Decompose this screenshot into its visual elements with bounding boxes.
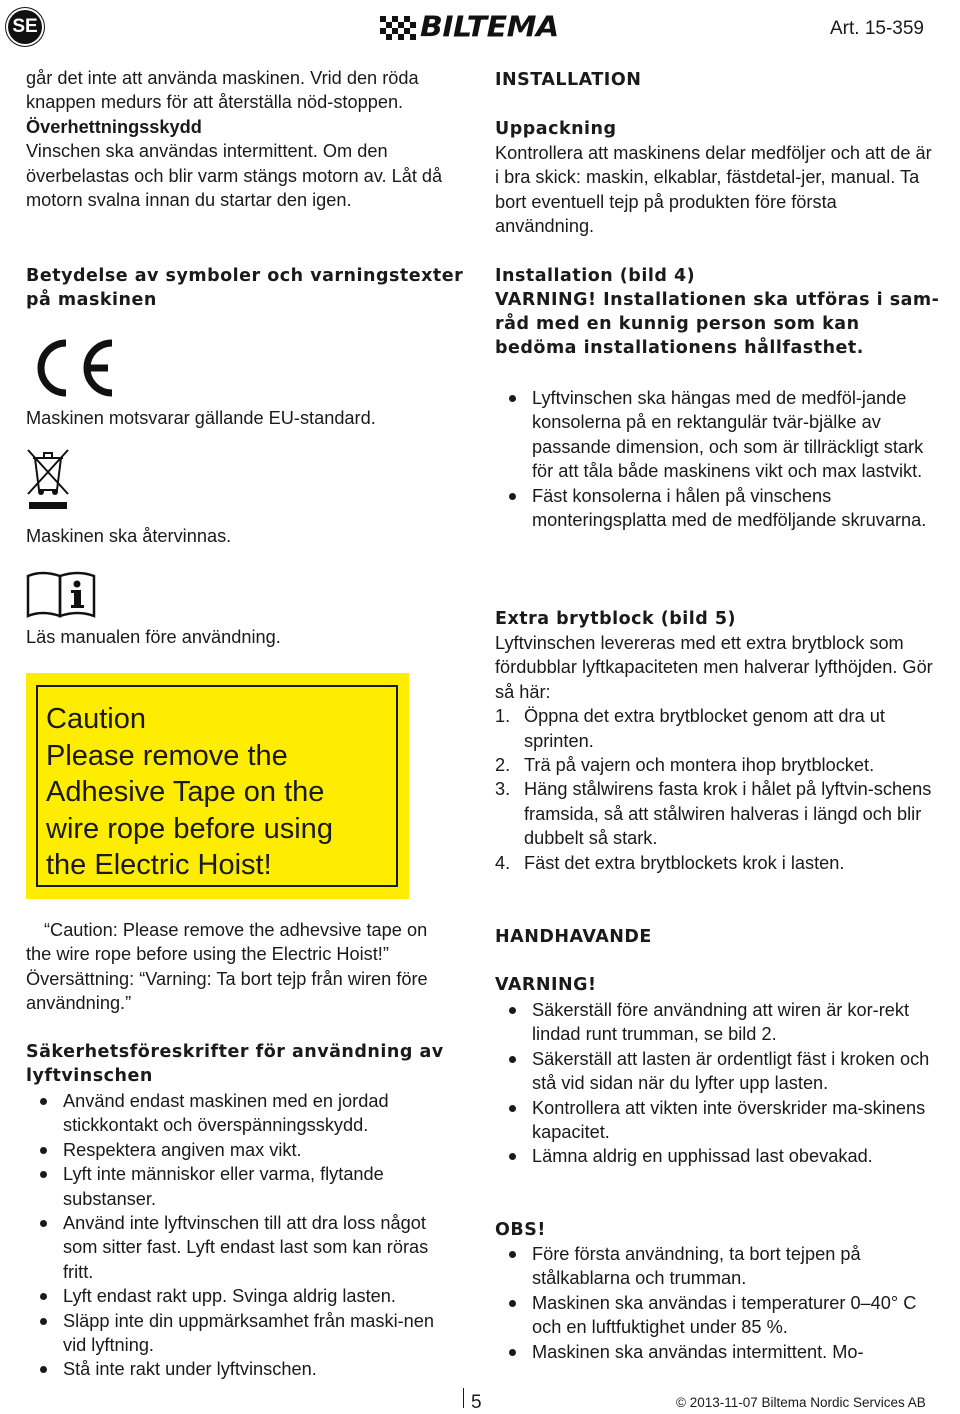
list-item: Stå inte rakt under lyftvinschen. [26, 1357, 456, 1381]
step-item: 1. Öppna det extra brytblocket genom att dra ut sprinten. [495, 706, 885, 751]
page-number: 5 [471, 1392, 482, 1413]
list-item: Släpp inte din uppmärksamhet från maski-nen vid lyftning. [26, 1309, 456, 1358]
left-column-top [26, 66, 454, 212]
crossed-bin-icon [26, 448, 70, 519]
extra-block-section [495, 607, 940, 875]
safety-heading: Säkerhetsföreskrifter för användning av lyftvinschen [26, 1042, 444, 1086]
footer-divider [463, 1388, 464, 1408]
manual-caption: Läs manualen före användning. [26, 627, 281, 647]
step-item: 2. Trä på vajern och montera ihop brytblocket. [495, 755, 875, 776]
step-item: 3. Häng stålwirens fasta krok i hålet på lyftvin-schens framsida, så att stålwiren halveras i längd och blir dubbelt så stark. [495, 779, 932, 849]
extra-heading: Extra brytblock (bild 5) [495, 609, 737, 629]
install-section [495, 264, 940, 360]
ce-mark-icon [26, 337, 118, 404]
list-item: Använd inte lyftvinschen till att dra loss något som sitter fast. Lyft endast last som kan röras fritt. [26, 1211, 456, 1284]
language-badge: SE [6, 8, 44, 46]
list-item: Före första användning, ta bort tejpen på stålkablarna och trumman. [495, 1242, 940, 1291]
operation-heading: HANDHAVANDE [495, 927, 652, 947]
article-number: Art. 15-359 [830, 18, 924, 39]
safety-list [26, 1089, 456, 1382]
list-item: Använd endast maskinen med en jordad stickkontakt och överspänningsskydd. [26, 1089, 456, 1138]
extra-text: Lyftvinschen levereras med ett extra brytblock som fördubblar lyftkapaciteten men halverar lyfthöjden. Gör så här: [495, 633, 933, 702]
list-item: Fäst konsolerna i hålen på vinschens monteringsplatta med de medföljande skruvarna. [495, 484, 940, 533]
extra-steps [495, 704, 940, 875]
warning-label: VARNING! [495, 975, 597, 995]
brand-wordmark: BILTEMA [420, 10, 559, 45]
unpack-section [495, 117, 940, 239]
list-item: Säkerställ före användning att wiren är kor-rekt lindad runt trumman, se bild 2. [495, 998, 940, 1047]
unpack-text: Kontrollera att maskinens delar medföljer och att de är i bra skick: maskin, elkablar, fästdetal-jer, manual. Ta bort eventuell tejp på produkten före första användning. [495, 143, 932, 237]
list-item: Lyftvinschen ska hängas med de medföl-jande konsolerna på en rektangulär tvär-bjälke av passande dimension, och som är tillräckligt stark för att tåla både maskinens vikt och max lastvikt. [495, 386, 940, 484]
caution-label-text [46, 701, 396, 884]
unpack-heading: Uppackning [495, 119, 617, 139]
obs-list [495, 1242, 940, 1364]
warning-list [495, 998, 940, 1169]
install-warning: VARNING! Installationen ska utföras i sam-råd med en kunnig person som kan bedöma installationens hållfasthet. [495, 290, 940, 358]
install-list [495, 386, 940, 532]
manual-info-icon [24, 566, 98, 625]
list-item: Kontrollera att vikten inte överskrider ma-skinens kapacitet. [495, 1096, 940, 1145]
overheat-heading: Överhettningsskydd [26, 116, 202, 137]
list-item: Säkerställ att lasten är ordentligt fäst i kroken och stå vid sidan när du lyfter upp lasten. [495, 1047, 940, 1096]
list-item: Lämna aldrig en upphissad last obevakad. [495, 1144, 940, 1168]
list-item: Maskinen ska användas intermittent. Mo- [495, 1340, 940, 1364]
list-item: Maskinen ska användas i temperaturer 0–40° C och en luftfuktighet under 85 %. [495, 1291, 940, 1340]
obs-label: OBS! [495, 1220, 546, 1240]
install-heading: Installation (bild 4) [495, 266, 696, 286]
caution-message: Please remove the Adhesive Tape on the wire rope before using the Electric Hoist! [46, 739, 333, 881]
installation-heading: INSTALLATION [495, 70, 642, 90]
list-item: Lyft inte människor eller varma, flytande substanser. [26, 1162, 456, 1211]
list-item: Lyft endast rakt upp. Svinga aldrig lasten. [26, 1284, 456, 1308]
recycle-caption: Maskinen ska återvinnas. [26, 526, 232, 546]
biltema-logo [380, 10, 580, 45]
caution-translation: “Caution: Please remove the adhevsive tape on the wire rope before using the Electric Hoist!” Översättning: “Varning: Ta bort tejp från wiren före användning.” [26, 920, 428, 1014]
symbols-heading: Betydelse av symboler och varningstexter på maskinen [26, 266, 464, 310]
caution-label [26, 673, 409, 899]
caution-title: Caution [46, 703, 146, 735]
overheat-text: Vinschen ska användas intermittent. Om den överbelastas och blir varm stängs motorn av. Låt då motorn svalna innan du startar den igen. [26, 141, 443, 211]
ce-caption: Maskinen motsvarar gällande EU-standard. [26, 408, 376, 428]
step-item: 4. Fäst det extra brytblockets krok i lasten. [495, 852, 845, 873]
copyright: © 2013-11-07 Biltema Nordic Services AB [676, 1395, 926, 1410]
checkered-flag-icon [380, 14, 420, 44]
list-item: Respektera angiven max vikt. [26, 1138, 456, 1162]
continued-paragraph: går det inte att använda maskinen. Vrid den röda knappen medurs för att återställa nöd-stoppen. [26, 68, 419, 113]
